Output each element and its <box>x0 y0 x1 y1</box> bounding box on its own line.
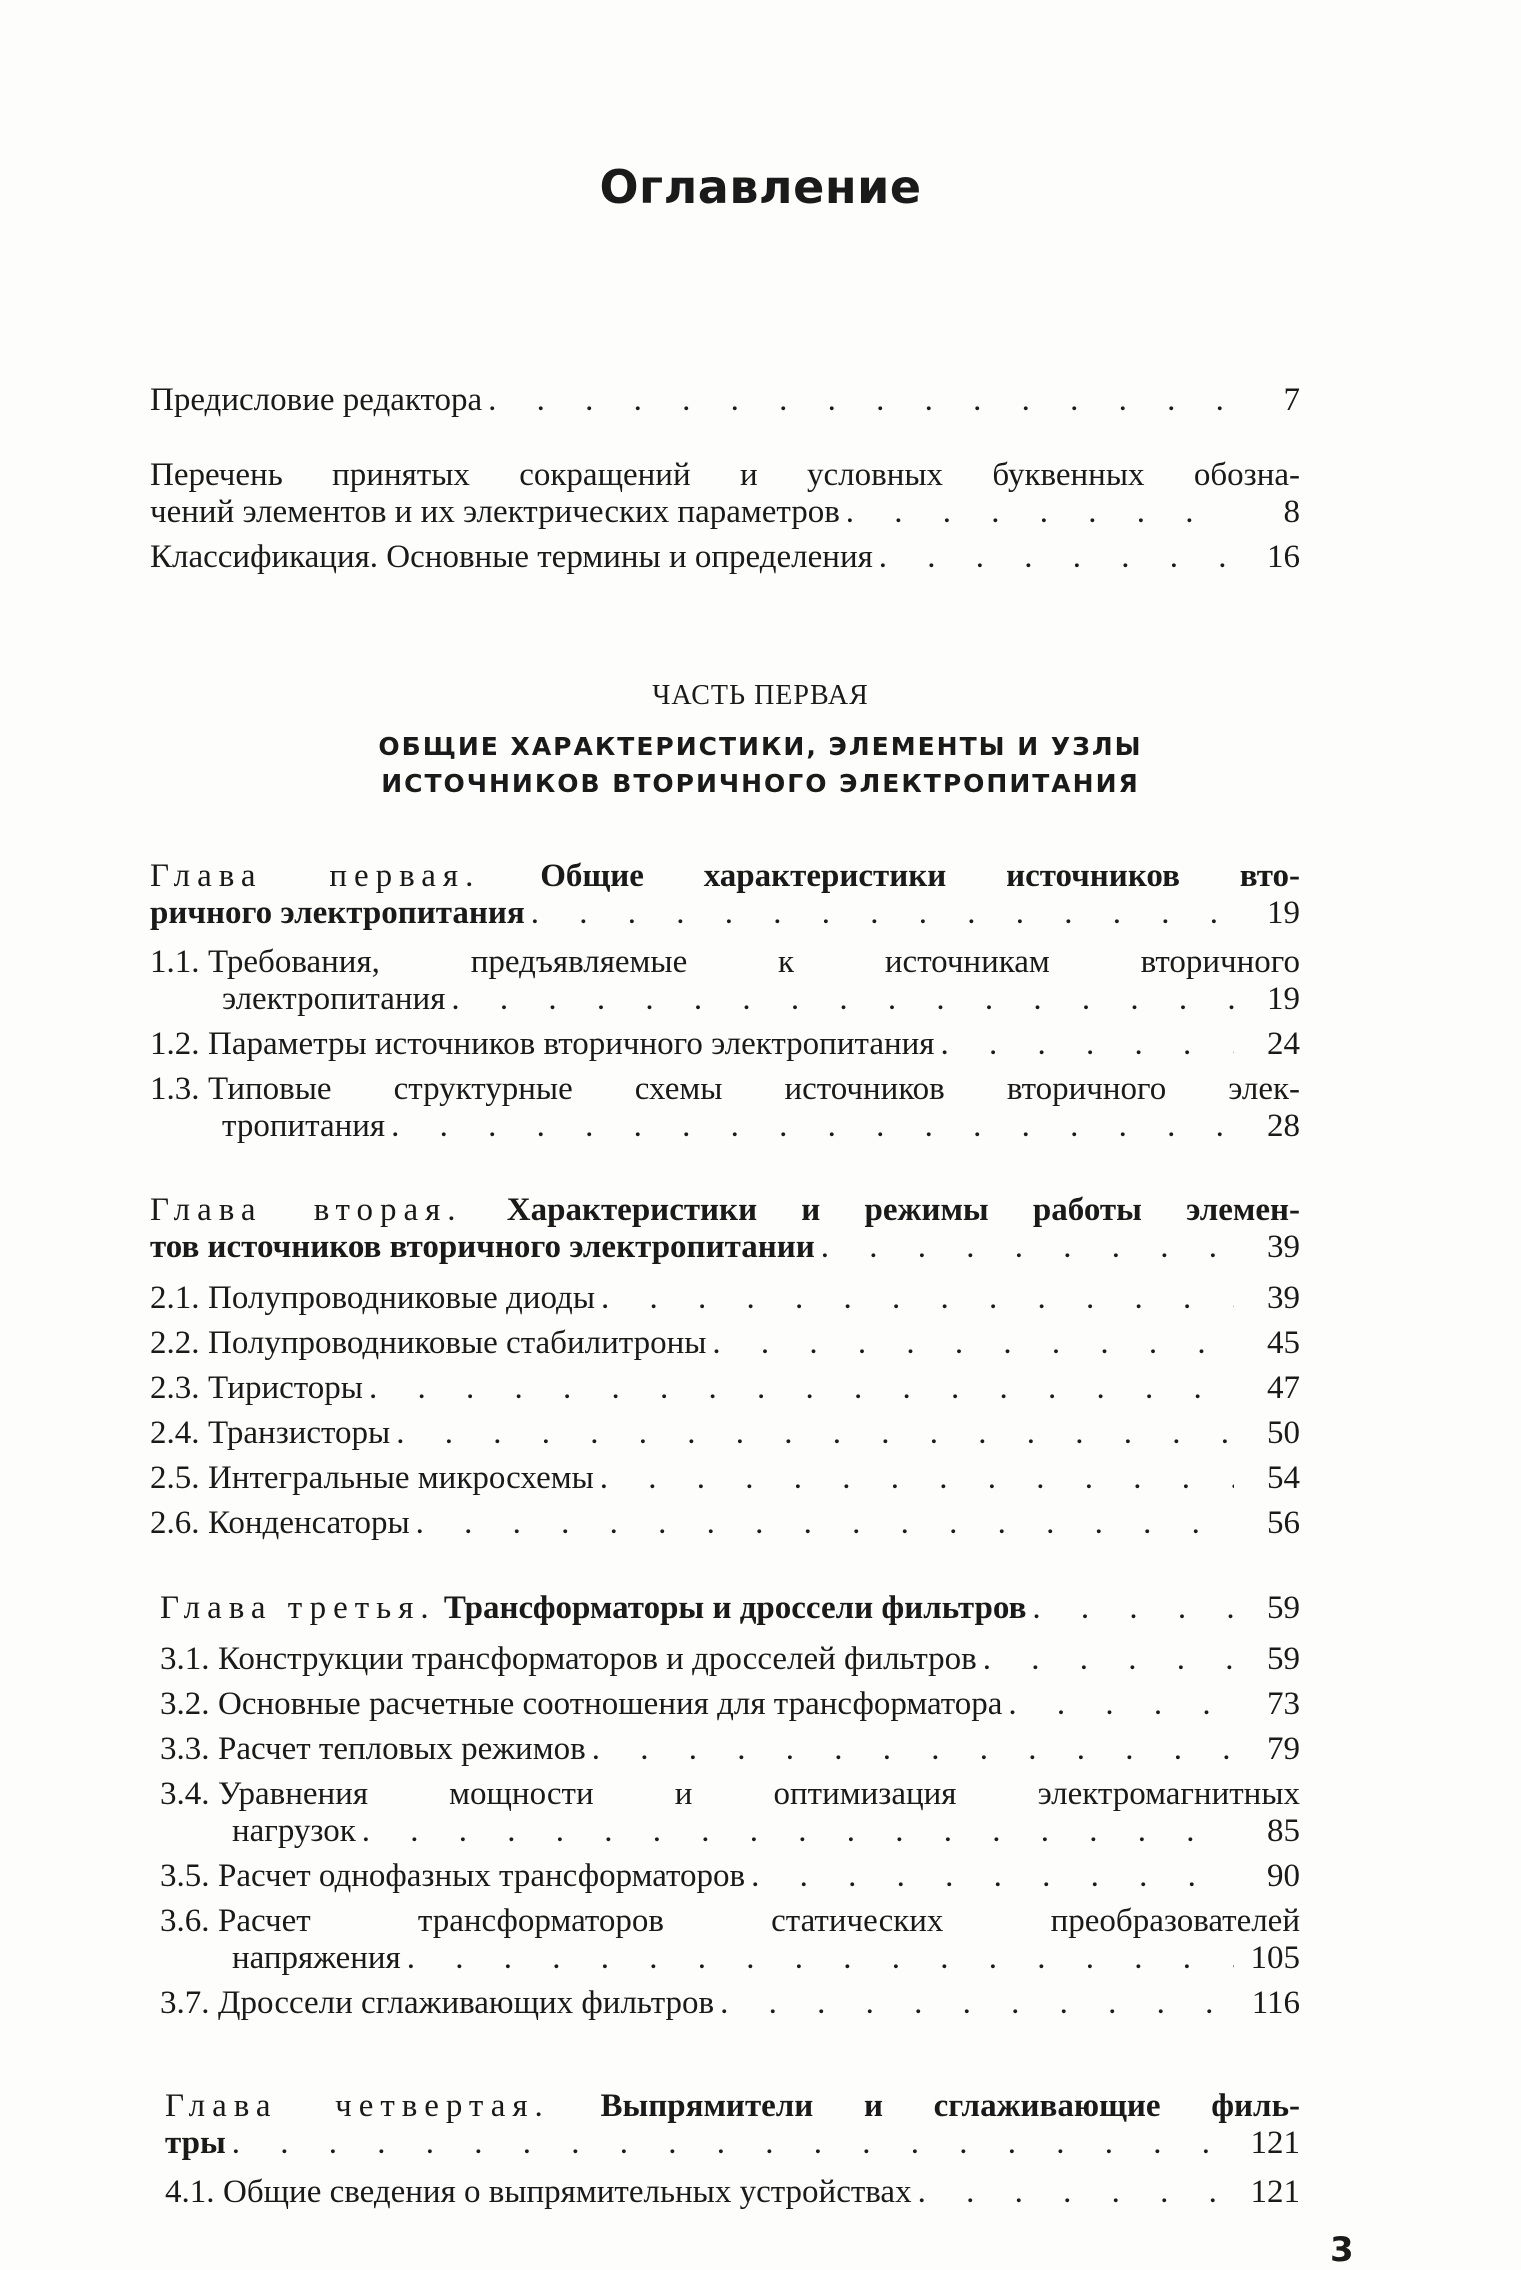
section-title: Общие сведения о выпрямительных устройствах <box>223 2174 912 2210</box>
leader-dots <box>369 1370 1234 1407</box>
toc-page-number: 39 <box>1267 1229 1300 1265</box>
leader-dots <box>846 494 1234 531</box>
leader-dots <box>592 1731 1234 1768</box>
toc-section[interactable] <box>150 1280 1300 1317</box>
section-number: 1.3. <box>150 1071 200 1107</box>
section-number: 3.7. <box>160 1985 210 2021</box>
leader-dots <box>918 2174 1234 2211</box>
leader-dots <box>451 981 1234 1018</box>
section-title: Конденсаторы <box>208 1505 410 1541</box>
toc-page-number: 19 <box>1267 895 1300 931</box>
leader-dots <box>396 1415 1234 1452</box>
leader-dots <box>600 1460 1234 1497</box>
page-title: Оглавление <box>599 160 922 214</box>
section-title: Конструкции трансформаторов и дросселей фильтров <box>218 1641 977 1677</box>
chapter-title: Общие характеристики источников вто- <box>540 858 1300 894</box>
section-number: 2.6. <box>150 1505 200 1541</box>
toc-section[interactable] <box>160 1903 1300 1977</box>
section-number: 1.1. <box>150 944 200 980</box>
leader-dots <box>751 1858 1234 1895</box>
leader-dots <box>983 1641 1234 1678</box>
chapter-label: Глава вторая. <box>150 1192 463 1228</box>
toc-page-number: 79 <box>1267 1731 1300 1767</box>
part-heading <box>0 680 1521 802</box>
leader-dots <box>488 382 1234 419</box>
chapter-heading[interactable] <box>160 1590 1300 1627</box>
section-number: 2.2. <box>150 1325 200 1361</box>
toc-page-number: 116 <box>1251 1985 1300 2021</box>
section-title-cont: тропитания <box>222 1108 386 1144</box>
toc-section[interactable] <box>160 1985 1300 2022</box>
toc-entry-text: Перечень принятых сокращений и условных буквенных обозна- <box>150 457 1300 493</box>
section-title-cont: электропитания <box>222 981 446 1017</box>
toc-page-number: 59 <box>1267 1590 1300 1626</box>
chapter-title-cont: тры <box>165 2125 226 2161</box>
toc-page-number: 28 <box>1267 1108 1300 1144</box>
toc-section[interactable] <box>150 1415 1300 1452</box>
toc-page-number: 24 <box>1267 1026 1300 1062</box>
toc-section[interactable] <box>160 1776 1300 1850</box>
chapter-4 <box>165 2088 1300 2211</box>
section-title: Параметры источников вторичного электропитания <box>208 1026 935 1062</box>
toc-page-number: 19 <box>1267 981 1300 1017</box>
leader-dots <box>362 1813 1234 1850</box>
section-number: 2.3. <box>150 1370 200 1406</box>
chapter-1 <box>150 858 1300 1145</box>
toc-page-number: 39 <box>1267 1280 1300 1316</box>
toc-entry-abbreviations[interactable] <box>150 457 1300 531</box>
section-number: 1.2. <box>150 1026 200 1062</box>
toc-section[interactable] <box>150 1026 1300 1063</box>
chapter-title-cont: ричного электропитания <box>150 895 525 931</box>
toc-page-number: 47 <box>1267 1370 1300 1406</box>
chapter-label: Глава четвертая. <box>165 2088 550 2124</box>
leader-dots <box>940 1026 1234 1063</box>
toc-page-number: 50 <box>1267 1415 1300 1451</box>
toc-section[interactable] <box>150 1505 1300 1542</box>
part-title-line: ОБЩИЕ ХАРАКТЕРИСТИКИ, ЭЛЕМЕНТЫ И УЗЛЫ <box>378 732 1143 761</box>
chapter-label: Глава третья. <box>160 1590 436 1626</box>
toc-section[interactable] <box>160 1731 1300 1768</box>
section-title: Транзисторы <box>208 1415 391 1451</box>
section-title: Интегральные микросхемы <box>208 1460 594 1496</box>
toc-page-number: 121 <box>1250 2125 1300 2161</box>
chapter-title-cont: тов источников вторичного электропитании <box>150 1229 815 1265</box>
leader-dots <box>879 539 1234 576</box>
section-title: Полупроводниковые стабилитроны <box>208 1325 707 1361</box>
toc-section[interactable] <box>150 1071 1300 1145</box>
leader-dots <box>720 1985 1234 2022</box>
chapter-heading[interactable] <box>150 858 1300 932</box>
toc-page-number: 90 <box>1267 1858 1300 1894</box>
section-number: 2.5. <box>150 1460 200 1496</box>
toc-page-number: 73 <box>1267 1686 1300 1722</box>
section-title: Типовые структурные схемы источников вторичного элек- <box>208 1071 1300 1107</box>
toc-section[interactable] <box>150 1370 1300 1407</box>
section-number: 3.6. <box>160 1903 210 1939</box>
chapter-label: Глава первая. <box>150 858 481 894</box>
toc-page-number: 16 <box>1267 539 1300 575</box>
toc-entry-classification[interactable] <box>150 539 1300 576</box>
section-number: 3.5. <box>160 1858 210 1894</box>
leader-dots <box>601 1280 1234 1317</box>
toc-page-number: 56 <box>1267 1505 1300 1541</box>
front-matter <box>150 382 1300 576</box>
section-number: 4.1. <box>165 2174 215 2210</box>
leader-dots <box>416 1505 1234 1542</box>
chapter-title: Трансформаторы и дроссели фильтров <box>443 1590 1027 1626</box>
toc-page-number: 121 <box>1250 2174 1300 2210</box>
toc-page-number: 54 <box>1267 1460 1300 1496</box>
section-title: Уравнения мощности и оптимизация электромагнитных <box>218 1776 1300 1812</box>
leader-dots <box>391 1108 1234 1145</box>
toc-section[interactable] <box>160 1686 1300 1723</box>
part-title-line: ИСТОЧНИКОВ ВТОРИЧНОГО ЭЛЕКТРОПИТАНИЯ <box>381 769 1140 798</box>
leader-dots <box>407 1940 1234 1977</box>
leader-dots <box>1032 1590 1234 1627</box>
section-title: Требования, предъявляемые к источникам вторичного <box>208 944 1300 980</box>
leader-dots <box>531 895 1234 932</box>
toc-entry-text: Предисловие редактора <box>150 382 483 418</box>
chapter-title: Характеристики и режимы работы элемен- <box>506 1192 1301 1228</box>
section-title: Расчет однофазных трансформаторов <box>218 1858 746 1894</box>
chapter-heading[interactable] <box>165 2088 1300 2162</box>
section-number: 2.1. <box>150 1280 200 1316</box>
chapter-heading[interactable] <box>150 1192 1300 1266</box>
section-number: 3.3. <box>160 1731 210 1767</box>
section-title-cont: напряжения <box>232 1940 401 1976</box>
section-title-cont: нагрузок <box>232 1813 356 1849</box>
section-title: Тиристоры <box>208 1370 363 1406</box>
section-number: 2.4. <box>150 1415 200 1451</box>
section-title: Дроссели сглаживающих фильтров <box>218 1985 715 2021</box>
toc-page-number: 105 <box>1250 1940 1300 1976</box>
toc-page-number: 59 <box>1267 1641 1300 1677</box>
toc-entry-text: Классификация. Основные термины и определения <box>150 539 873 575</box>
toc-section[interactable] <box>160 1641 1300 1678</box>
page-number: 3 <box>1330 2230 1354 2270</box>
toc-page-number: 85 <box>1267 1813 1300 1849</box>
toc-entry-text-cont: чений элементов и их электрических параметров <box>150 494 840 530</box>
section-title: Расчет трансформаторов статических преобразователей <box>218 1903 1300 1939</box>
leader-dots <box>821 1229 1234 1266</box>
section-title: Расчет тепловых режимов <box>218 1731 586 1767</box>
section-title: Основные расчетные соотношения для трансформатора <box>218 1686 1003 1722</box>
part-label: ЧАСТЬ ПЕРВАЯ <box>652 680 869 711</box>
leader-dots <box>1008 1686 1234 1723</box>
section-number: 3.1. <box>160 1641 210 1677</box>
chapter-3 <box>160 1590 1300 2022</box>
toc-page-number: 8 <box>1283 494 1300 530</box>
toc-section[interactable] <box>150 944 1300 1018</box>
toc-page-number: 7 <box>1283 382 1300 418</box>
toc-section[interactable] <box>150 1325 1300 1362</box>
section-title: Полупроводниковые диоды <box>208 1280 596 1316</box>
chapter-title: Выпрямители и сглаживающие филь- <box>600 2088 1301 2124</box>
toc-entry-preface[interactable] <box>150 382 1300 419</box>
chapter-2 <box>150 1192 1300 1542</box>
leader-dots <box>232 2125 1234 2162</box>
toc-page-number: 45 <box>1267 1325 1300 1361</box>
toc-section[interactable] <box>160 1858 1300 1895</box>
section-number: 3.4. <box>160 1776 210 1812</box>
toc-section[interactable] <box>150 1460 1300 1497</box>
section-number: 3.2. <box>160 1686 210 1722</box>
toc-section[interactable] <box>165 2174 1300 2211</box>
leader-dots <box>712 1325 1234 1362</box>
